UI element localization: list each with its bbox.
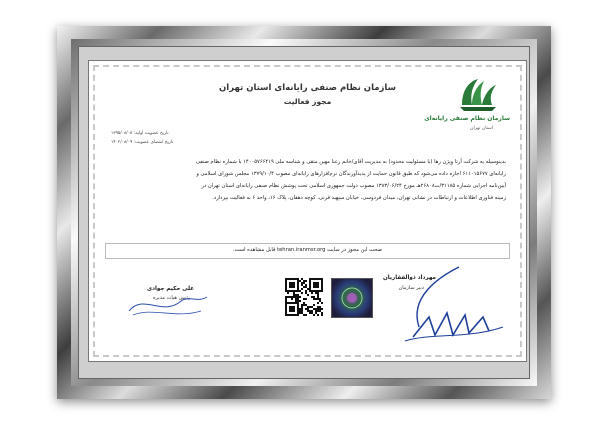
body-line: رایانه‌ای ۶۱۱۰۱۵۶۷۷ اجازه داده می‌شود که طبق قانون حمایت از پدیدآورندگان نرم‌افزارهای رایانه‌ای مصوب ۱۳۷۹/۱۰/۴ مجلس شورای اسلامی و [196,171,506,177]
body-line: زمینه فناوری اطلاعات و ارتباطات در نشانی تهران، میدان فردوسی، خیابان سپهبد قرنی، کوچه دهقان، پلاک ۱۶، واحد ۶ به فعالیت بپردازد. [212,195,506,201]
left-signatory-name: علی حکیم جوادی [147,286,195,292]
body-line: بدینوسیله به شرکت آرتا وِیژن رها (با مسئولیت محدود) به مدیریت آقای/خانم رعنا مهین متقی و شناسه ملی ۱۴۰۰۵۷۶۶۴۱۹ با شماره نظام صنفی [195,159,506,165]
logo-label: سازمان نظام صنفی رایانه‌ای [424,115,510,122]
expiry-date: تاریخ انقضای عضویت: ۱۴۰۲/۰۸/۰۹ [111,140,174,145]
left-seal-signature-icon [123,283,213,323]
left-signatory-role: رئیس هیات مدیره [153,295,191,301]
right-seal-signature-icon [399,257,509,347]
org-title: سازمان نظام صنفی رایانه‌ای استان تهران [219,83,396,93]
qr-code [285,278,323,316]
right-signatory-name: مهرداد ذوالفقاریان [383,275,436,281]
document-title: مجوز فعالیت [283,97,332,106]
hologram-seal [331,278,373,318]
body-line: آیین‌نامه اجرایی شماره ۳۱۱۸۵/ت۲۶۸۰۸هـ مورخ ۱۳۸۳/۰۶/۲۴ مصوب دولت جمهوری اسلامی تحت پوشش نظام صنفی رایانه‌ای استان تهران در [201,183,506,189]
issue-date: تاریخ عضویت اولیه: ۱۳۹۵/۰۸/۰۸ [111,131,169,136]
logo-emblem-icon [450,75,506,115]
hologram-icon [332,279,372,317]
logo-sublabel: استان تهران [470,126,493,131]
certificate-paper [88,60,527,362]
right-signatory-role: دبیر سازمان [398,285,424,291]
qr-code-icon [285,278,323,316]
verification-text: صحت این مجوز در سایت tehran.iranmsr.org قابل مشاهده است. [233,247,382,253]
